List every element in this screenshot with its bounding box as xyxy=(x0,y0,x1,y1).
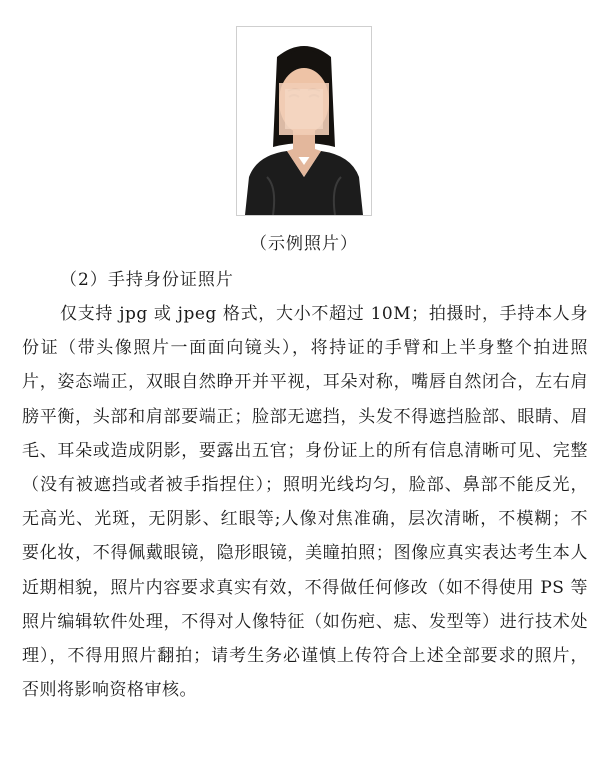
example-id-photo xyxy=(236,26,372,216)
section-heading: （2）手持身份证照片 xyxy=(60,270,234,290)
portrait-illustration xyxy=(237,27,371,215)
example-photo-caption: （示例照片） xyxy=(250,234,358,254)
section-body-paragraph: 仅支持 jpg 或 jpeg 格式，大小不超过 10M；拍摄时，手持本人身份证（带头像照片一面面向镜头），将持证的手臂和上半身整个拍进照片，姿态端正，双眼自然睁开并平视，耳朵对称，嘴唇自然闭合，左右肩膀平衡，头部和肩部要端正；脸部无遮挡，头发不得遮挡脸部、眼睛、眉毛、耳朵或造成阴影，要露出五官；身份证上的所有信息清晰可见、完整（没有被遮挡或者被手指捏住）；照明光线均匀，脸部、鼻部不能反光，无高光、光斑，无阴影、红眼等;人像对焦准确，层次清晰，不模糊；不要化妆，不得佩戴眼镜，隐形眼镜，美瞳拍照；图像应真实表达考生本人近期相貌，照片内容要求真实有效，不得做任何修改（如不得使用 PS 等照片编辑软件处理，不得对人像特征（如伤疤、痣、发型等）进行技术处理），不得用照片翻拍；请考生务必谨慎上传符合上述全部要求的照片，否则将影响资格审核。 xyxy=(22,304,588,701)
